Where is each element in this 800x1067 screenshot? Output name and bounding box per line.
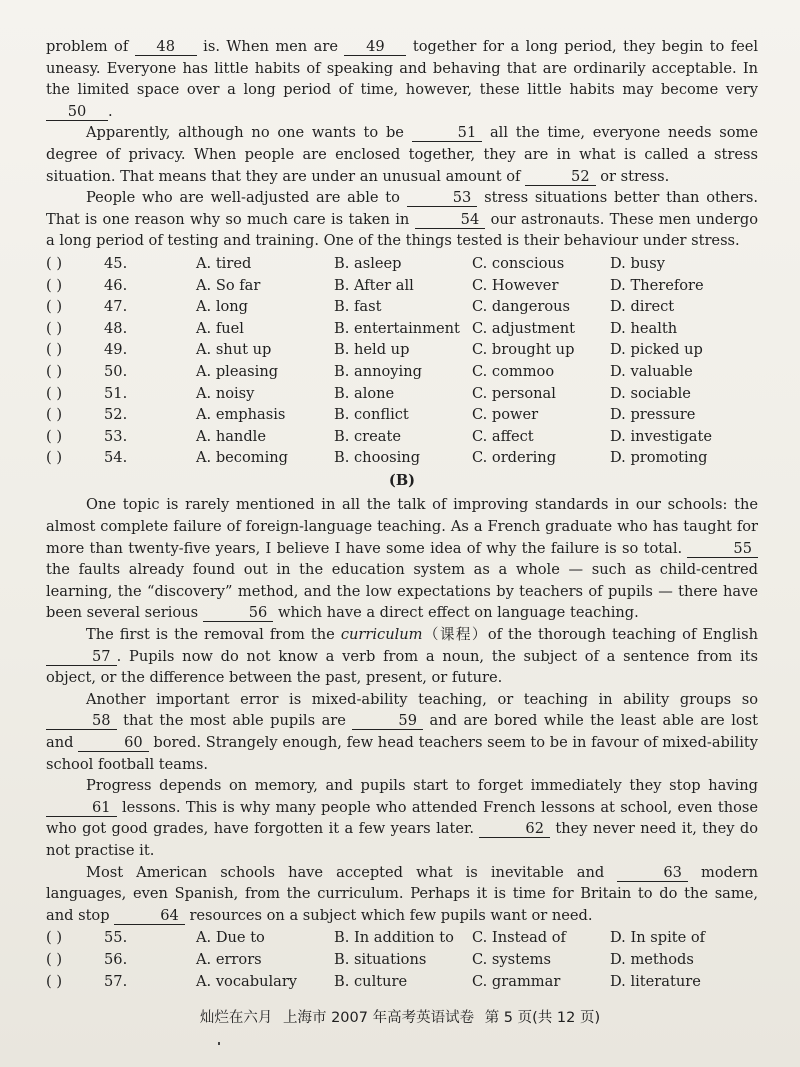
option-d: D. sociable — [610, 384, 691, 402]
answer-bracket[interactable]: ( ) — [46, 298, 63, 316]
text: . — [108, 102, 113, 120]
page-footer — [0, 1006, 800, 1027]
text: they never need it, they do not practise it. — [46, 820, 758, 859]
option-d: D. literature — [610, 972, 701, 990]
question-number: 49. — [104, 341, 128, 359]
section-title: (B) — [388, 471, 416, 489]
text: of the thorough teaching of English — [487, 626, 758, 644]
option-b: B. annoying — [334, 362, 422, 380]
option-a: A. vocabulary — [196, 972, 298, 990]
answer-bracket[interactable]: ( ) — [46, 449, 63, 467]
text: or stress. — [600, 167, 670, 185]
italic-term: curriculum — [340, 626, 423, 644]
option-d: D. picked up — [610, 341, 703, 359]
option-a: A. becoming — [196, 449, 289, 467]
option-a: A. So far — [196, 276, 261, 294]
text: . Pupils now do not know a verb from a noun, the subject of a sentence from its object, or the difference between the past, present, or future. — [46, 647, 758, 687]
option-c: C. dangerous — [472, 298, 570, 316]
option-b: B. create — [334, 427, 401, 445]
text: problem of — [46, 38, 129, 55]
text: The first is the removal from the — [86, 626, 335, 644]
blank-50: 50 — [46, 103, 108, 121]
option-c: C. conscious — [472, 254, 565, 272]
question-number: 56. — [104, 950, 128, 968]
option-a: A. handle — [196, 427, 266, 445]
passage-a-paragraph-3 — [46, 187, 758, 252]
blank-48: 48 — [135, 38, 197, 56]
blank-64: 64 — [114, 907, 185, 925]
passage-b-paragraph-2 — [46, 624, 758, 689]
text: and are bored while the least able are lost and — [46, 712, 758, 751]
option-d: D. In spite of — [610, 929, 706, 947]
option-c: C. Instead of — [472, 929, 566, 947]
answer-bracket[interactable]: ( ) — [46, 341, 63, 359]
passage-b-paragraph-5 — [46, 862, 758, 927]
passage-a-paragraph-2 — [46, 122, 758, 187]
option-d: D. methods — [610, 950, 694, 968]
option-c: C. affect — [472, 427, 534, 445]
answer-bracket[interactable]: ( ) — [46, 384, 63, 402]
ink-dot — [218, 1042, 220, 1045]
options-list-a — [46, 253, 758, 469]
footer-page-number: 第 5 页(共 12 页) — [484, 1010, 601, 1026]
option-c: C. power — [472, 406, 539, 424]
text: Most American schools have accepted what is inevitable and — [86, 863, 605, 881]
answer-bracket[interactable]: ( ) — [46, 950, 63, 968]
question-number: 55. — [104, 929, 128, 947]
option-c: C. personal — [472, 384, 556, 402]
option-a: A. long — [196, 298, 249, 316]
question-number: 47. — [104, 298, 128, 316]
footer-exam-title: 上海市 2007 年高考英语试卷 — [282, 1010, 475, 1026]
question-number: 53. — [104, 427, 128, 445]
answer-bracket[interactable]: ( ) — [46, 276, 63, 294]
option-row — [46, 927, 758, 949]
option-row — [46, 296, 758, 318]
blank-51: 51 — [412, 124, 483, 142]
option-c: C. commoo — [472, 362, 555, 380]
text: the faults already found out in the education system as a whole — such as child-centred learning, the “discovery” method, and the low expectations by teachers of pupils — there have been several serious — [46, 561, 758, 622]
text: Progress depends on memory, and pupils start to forget immediately they stop having — [86, 777, 758, 795]
text: One topic is rarely mentioned in all the talk of improving standards in our schools: the almost complete failure of foreign-language teaching. As a French graduate who has taught for more than twenty-five years, I believe I have some idea of why the failure is so total. — [46, 496, 758, 557]
answer-bracket[interactable]: ( ) — [46, 427, 63, 445]
blank-63: 63 — [617, 864, 688, 882]
option-a: A. pleasing — [196, 362, 279, 380]
option-d: D. valuable — [610, 362, 693, 380]
question-number: 50. — [104, 362, 128, 380]
answer-bracket[interactable]: ( ) — [46, 929, 63, 947]
question-number: 46. — [104, 276, 128, 294]
text: modern languages, even Spanish, from the curriculum. Perhaps it is time for Britain to do the same, and stop — [46, 863, 758, 924]
option-row — [46, 339, 758, 361]
answer-bracket[interactable]: ( ) — [46, 406, 63, 424]
option-row — [46, 971, 758, 993]
option-row — [46, 426, 758, 448]
text: lessons. This is why many people who attended French lessons at school, even those who got good grades, have forgotten it a few years later. — [46, 798, 758, 838]
question-number: 52. — [104, 406, 128, 424]
option-a: A. noisy — [196, 384, 255, 402]
passage-a-paragraph-1 — [46, 36, 758, 122]
text: Another important error is mixed-ability teaching, or teaching in ability groups so — [86, 690, 758, 708]
option-b: B. asleep — [334, 254, 402, 272]
option-b: B. held up — [334, 341, 410, 359]
option-a: A. Due to — [196, 929, 265, 947]
option-d: D. investigate — [610, 427, 712, 445]
option-d: D. Therefore — [610, 276, 704, 294]
chinese-note: （课程） — [422, 626, 488, 644]
option-row — [46, 275, 758, 297]
option-a: A. emphasis — [196, 406, 286, 424]
passage-b-paragraph-3 — [46, 689, 758, 775]
option-row — [46, 253, 758, 275]
text: bored. Strangely enough, few head teachers seem to be in favour of mixed-ability school football teams. — [46, 734, 758, 773]
option-c: C. However — [472, 276, 559, 294]
option-c: C. adjustment — [472, 319, 575, 337]
blank-54: 54 — [415, 211, 486, 229]
option-row — [46, 447, 758, 469]
option-d: D. promoting — [610, 449, 708, 467]
option-a: A. tired — [196, 254, 252, 272]
text: is. When men are — [203, 38, 338, 55]
text: People who are well-adjusted are able to — [86, 189, 400, 207]
option-d: D. pressure — [610, 406, 696, 424]
passage-b-paragraph-4 — [46, 775, 758, 861]
question-number: 45. — [104, 254, 128, 272]
option-a: A. shut up — [196, 341, 272, 359]
options-list-b — [46, 927, 758, 992]
option-b: B. culture — [334, 972, 408, 990]
option-d: D. health — [610, 319, 678, 337]
blank-57: 57 — [46, 648, 117, 666]
text: together for a long period, they begin to feel uneasy. Everyone has little habits of speaking and behaving that are ordinarily acceptable. In the limited space over a long period of time, however, these little habits may become very — [46, 38, 759, 99]
option-c: C. brought up — [472, 341, 575, 359]
text: stress situations better than others. That is one reason why so much care is taken in — [46, 189, 759, 228]
answer-bracket[interactable]: ( ) — [46, 254, 63, 272]
option-a: A. errors — [196, 950, 262, 968]
page-content — [46, 36, 758, 992]
question-number: 57. — [104, 972, 128, 990]
blank-61: 61 — [46, 799, 117, 817]
text: which have a direct effect on language teaching. — [277, 604, 639, 622]
question-number: 51. — [104, 384, 128, 402]
option-d: D. busy — [610, 254, 665, 272]
answer-bracket[interactable]: ( ) — [46, 362, 63, 380]
blank-55: 55 — [687, 540, 758, 558]
option-row — [46, 318, 758, 340]
option-row — [46, 383, 758, 405]
option-row — [46, 404, 758, 426]
blank-60: 60 — [78, 734, 149, 752]
option-row — [46, 949, 758, 971]
option-a: A. fuel — [196, 319, 244, 337]
option-d: D. direct — [610, 298, 675, 316]
option-b: B. choosing — [334, 449, 421, 467]
blank-58: 58 — [46, 712, 117, 730]
blank-59: 59 — [352, 712, 423, 730]
option-row — [46, 361, 758, 383]
option-b: B. fast — [334, 298, 382, 316]
option-b: B. alone — [334, 384, 395, 402]
option-b: B. In addition to — [334, 929, 454, 947]
option-b: B. entertainment — [334, 319, 460, 337]
question-number: 54. — [104, 449, 128, 467]
option-c: C. ordering — [472, 449, 557, 467]
blank-52: 52 — [525, 168, 596, 186]
text: Apparently, although no one wants to be — [86, 124, 404, 142]
text: our astronauts. These men undergo a long period of testing and training. One of the things tested is their behaviour under stress. — [46, 210, 758, 250]
footer-motto: 灿烂在六月 — [199, 1010, 273, 1026]
option-b: B. conflict — [334, 406, 409, 424]
text: that the most able pupils are — [123, 712, 346, 730]
option-c: C. systems — [472, 950, 551, 968]
option-c: C. grammar — [472, 972, 561, 990]
blank-62: 62 — [479, 820, 550, 838]
blank-56: 56 — [203, 604, 274, 622]
text: resources on a subject which few pupils want or need. — [189, 906, 593, 924]
option-b: B. After all — [334, 276, 414, 294]
blank-53: 53 — [407, 189, 478, 207]
passage-b-paragraph-1 — [46, 494, 758, 624]
blank-49: 49 — [344, 38, 406, 56]
answer-bracket[interactable]: ( ) — [46, 319, 63, 337]
option-b: B. situations — [334, 950, 427, 968]
text: all the time, everyone needs some degree of privacy. When people are enclosed together, they are in what is called a stress situation. That means that they are under an unusual amount of — [46, 124, 759, 185]
question-number: 48. — [104, 319, 128, 337]
answer-bracket[interactable]: ( ) — [46, 972, 63, 990]
